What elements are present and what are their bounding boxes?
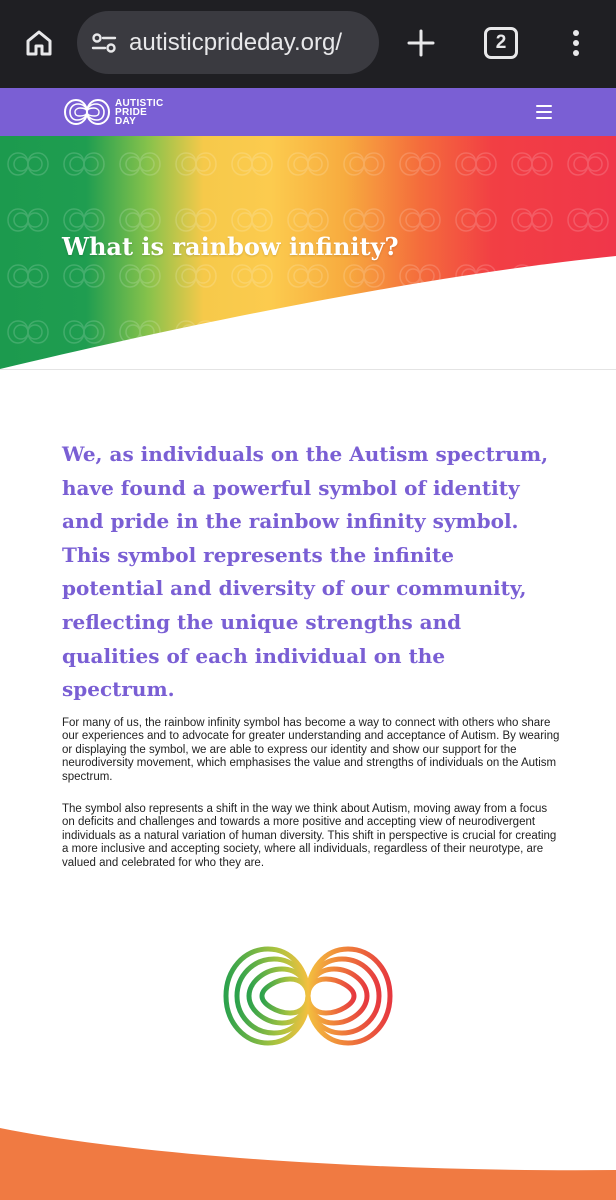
rainbow-infinity-icon — [222, 944, 394, 1048]
url-text[interactable]: autisticprideday.org/ — [129, 28, 342, 56]
site-logo[interactable] — [63, 97, 164, 127]
hero-banner — [0, 136, 616, 369]
logo-line: PRIDE — [115, 106, 148, 118]
infinity-logo-icon — [63, 97, 111, 127]
more-menu-icon[interactable] — [562, 24, 590, 62]
hamburger-menu-icon[interactable] — [536, 105, 552, 119]
body-paragraph: For many of us, the rainbow infinity symbol has become a way to connect with others who share our experiences and to advocate for greater understanding and acceptance of Autism. By wearing or displaying the symbol, we are able to express our identity and show our support for the neurodiversity movement, which emphasises the value and strengths of individuals on the Autism spectrum. — [62, 717, 560, 783]
footer-wave — [0, 1110, 616, 1200]
new-tab-icon[interactable] — [402, 24, 440, 62]
home-icon[interactable] — [20, 24, 58, 62]
page-title: What is rainbow infinity? — [62, 232, 399, 261]
address-bar[interactable] — [77, 11, 379, 74]
logo-line: AUTISTIC — [115, 97, 164, 109]
logo-text — [115, 99, 164, 126]
tab-switcher-button[interactable]: 2 — [484, 27, 518, 59]
lead-paragraph: We, as individuals on the Autism spectrum, have found a powerful symbol of identity and pride in the rainbow infinity symbol. This symbol represents the infinite potential and diversity of our community, reflecting the unique strengths and qualities of each individual on the spectrum. — [62, 442, 549, 702]
logo-line: DAY — [115, 115, 137, 127]
section-divider — [0, 369, 616, 370]
site-header — [0, 88, 616, 136]
body-paragraph: The symbol also represents a shift in the way we think about Autism, moving away from a focus on deficits and challenges and towards a more positive and accepting view of neurodivergent individuals as a natural variation of human diversity. This shift in perspective is crucial for creating a more inclusive and accepting society, where all individuals, regardless of their neurotype, are valued and celebrated for who they are. — [62, 803, 557, 869]
site-settings-icon[interactable] — [89, 28, 119, 58]
browser-toolbar — [0, 0, 616, 88]
